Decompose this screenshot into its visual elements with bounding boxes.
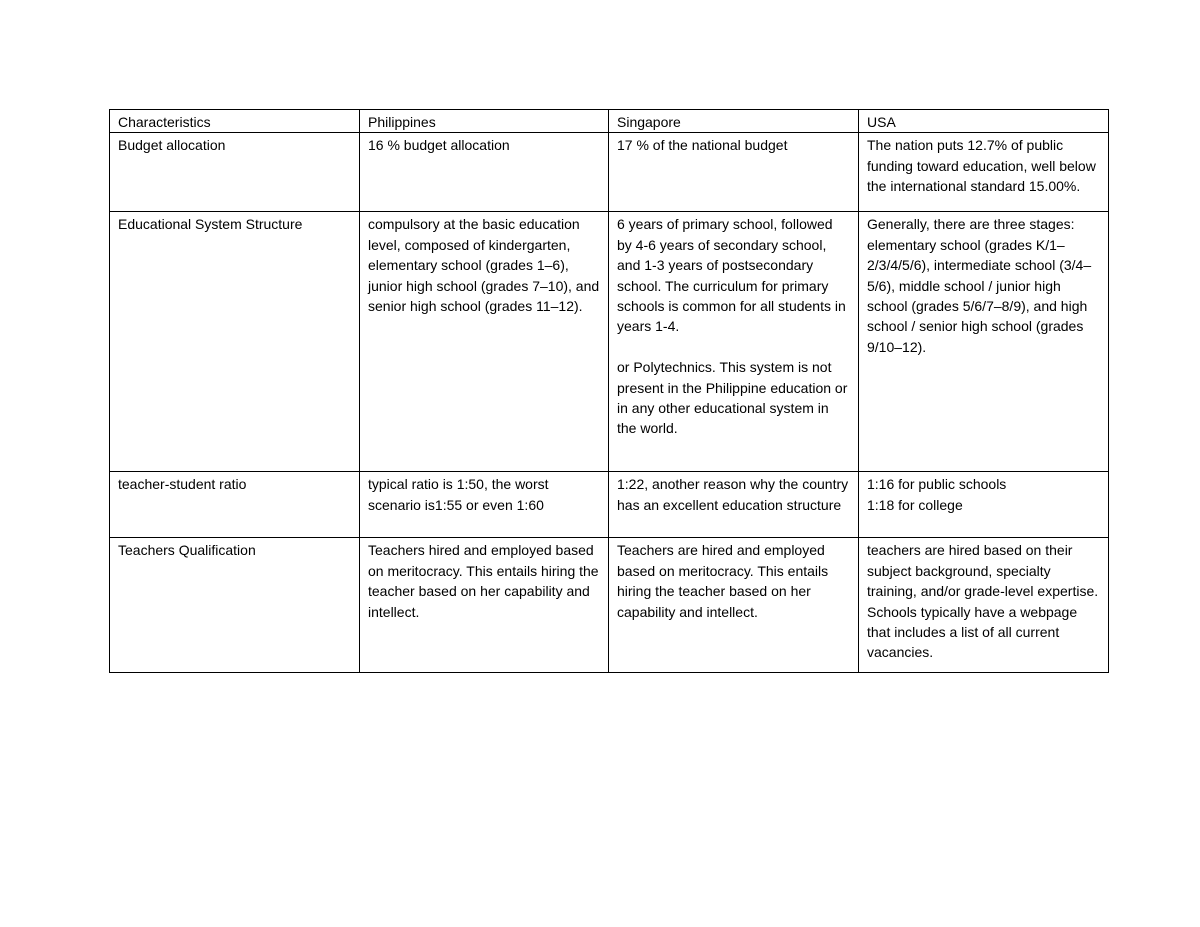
comparison-table: [109, 109, 1109, 673]
cell-paragraph: 6 years of primary school, followed by 4-6 years of secondary school, and 1-3 years of postsecondary school. The curriculum for primary schools is common for all students in years 1-4.: [617, 216, 846, 335]
table-row: [110, 538, 1109, 673]
cell-usa: [859, 472, 1109, 538]
cell-philippines: typical ratio is 1:50, the worst scenario is1:55 or even 1:60: [360, 472, 609, 538]
cell-singapore: [609, 212, 859, 472]
table-row: [110, 212, 1109, 472]
row-label-educational-system-structure: Educational System Structure: [110, 212, 360, 472]
table-row: [110, 133, 1109, 212]
header-characteristics: Characteristics: [110, 110, 360, 133]
row-label-teacher-student-ratio: teacher-student ratio: [110, 472, 360, 538]
cell-philippines: compulsory at the basic education level, composed of kindergarten, elementary school (grades 1–6), junior high school (grades 7–10), and senior high school (grades 11–12).: [360, 212, 609, 472]
cell-singapore: 17 % of the national budget: [609, 133, 859, 212]
paragraph-gap: [617, 337, 851, 357]
cell-line: 1:18 for college: [867, 496, 963, 513]
row-label-budget-allocation: Budget allocation: [110, 133, 360, 212]
cell-usa: Generally, there are three stages: elementary school (grades K/1–2/3/4/5/6), intermediate school (3/4–5/6), middle school / junior high school (grades 5/6/7–8/9), and high school / senior high school (grades 9/10–12).: [859, 212, 1109, 472]
cell-philippines: 16 % budget allocation: [360, 133, 609, 212]
cell-paragraph: or Polytechnics. This system is not present in the Philippine education or in any other educational system in the world.: [617, 359, 848, 437]
cell-philippines: Teachers hired and employed based on meritocracy. This entails hiring the teacher based on her capability and intellect.: [360, 538, 609, 673]
cell-usa: The nation puts 12.7% of public funding toward education, well below the international standard 15.00%.: [859, 133, 1109, 212]
cell-singapore: Teachers are hired and employed based on meritocracy. This entails hiring the teacher based on her capability and intellect.: [609, 538, 859, 673]
cell-line: 1:16 for public schools: [867, 476, 1007, 493]
cell-singapore: 1:22, another reason why the country has an excellent education structure: [609, 472, 859, 538]
table-header-row: [110, 110, 1109, 133]
header-usa: USA: [859, 110, 1109, 133]
table-row: [110, 472, 1109, 538]
header-philippines: Philippines: [360, 110, 609, 133]
cell-usa: teachers are hired based on their subject background, specialty training, and/or grade-level expertise. Schools typically have a webpage that includes a list of all current vacancies.: [859, 538, 1109, 673]
header-singapore: Singapore: [609, 110, 859, 133]
row-label-teachers-qualification: Teachers Qualification: [110, 538, 360, 673]
